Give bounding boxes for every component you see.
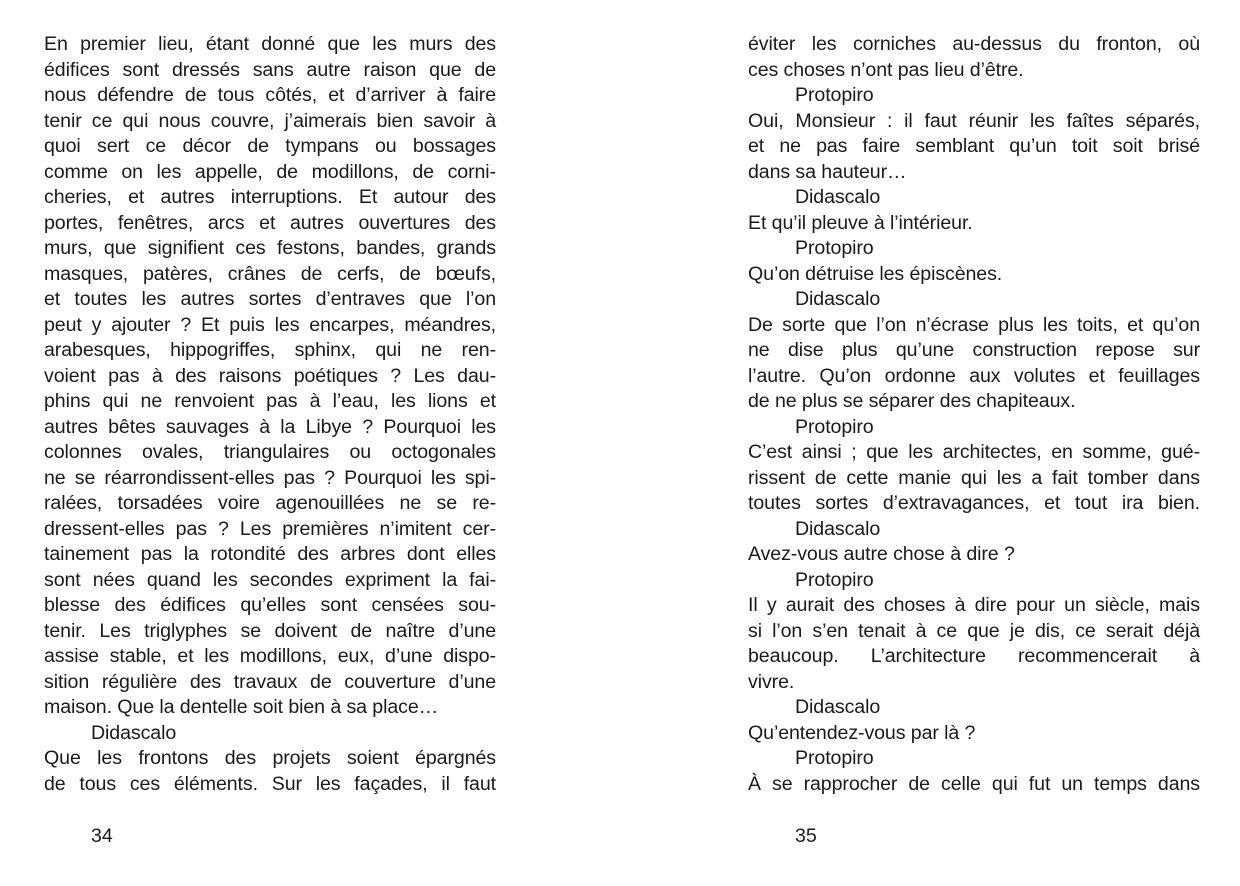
text-line: autres bêtes sauvages à la Libye ? Pourquoi les: [44, 415, 496, 438]
text-line: toutes sortes d’extravagances, et tout ira bien.: [748, 492, 1200, 514]
speaker-name: Protopiro: [795, 415, 874, 438]
text-line: sition régulière des travaux de couverture d’une: [44, 670, 496, 693]
speaker-name: Protopiro: [795, 568, 874, 591]
text-line: dans sa hauteur…: [748, 160, 907, 183]
text-line: À se rapprocher de celle qui fut un temps dans: [748, 772, 1200, 795]
text-line: cheries, et autres interruptions. Et autour des: [44, 186, 496, 208]
speaker-name: Didascalo: [795, 186, 881, 208]
speaker-name: Didascalo: [91, 721, 177, 744]
text-line: quoi sert ce décor de tympans ou bossages: [44, 135, 496, 157]
text-line: tenir ce qui nous couvre, j’aimerais bien savoir à: [44, 109, 496, 132]
text-line: phins qui ne renvoient pas à l’eau, les lions et: [44, 390, 496, 412]
text-line: En premier lieu, étant donné que les murs des: [44, 33, 496, 55]
right-page: [748, 32, 1200, 797]
text-line: Il y aurait des choses à dire pour un siècle, mais: [748, 594, 1200, 616]
text-line: tainement pas la rotondité des arbres dont elles: [44, 543, 496, 565]
text-line: Que les frontons des projets soient épargnés: [44, 747, 496, 769]
text-line: de tous ces éléments. Sur les façades, il faut: [44, 772, 496, 795]
text-line: blesse des édifices qu’elles sont censées sou-: [44, 594, 496, 616]
text-line: rissent de cette manie qui les a fait tomber dans: [748, 466, 1200, 489]
text-line: dressent-elles pas ? Les premières n’imitent cer-: [44, 517, 496, 540]
text-line: Oui, Monsieur : il faut réunir les faîtes séparés,: [748, 109, 1200, 132]
left-page: [44, 32, 496, 797]
speaker-name: Protopiro: [795, 237, 874, 259]
page-number-left: 34: [91, 825, 113, 847]
speaker-name: Didascalo: [795, 517, 881, 540]
text-line: si l’on s’en tenait à ce que je dis, ce serait déjà: [748, 619, 1200, 642]
text-line: peut y ajouter ? Et puis les encarpes, méandres,: [44, 313, 496, 336]
speaker-name: Didascalo: [795, 696, 881, 718]
text-line: C’est ainsi ; que les architectes, en somme, gué-: [748, 441, 1200, 463]
text-line: Qu’on détruise les épiscènes.: [748, 262, 1003, 285]
text-line: édifices sont dressés sans autre raison que de: [44, 58, 496, 81]
text-line: vivre.: [748, 670, 795, 693]
text-line: assise stable, et les modillons, eux, d’une dispo-: [44, 645, 496, 667]
text-line: De sorte que l’on n’écrase plus les toits, et qu’on: [748, 313, 1200, 336]
text-line: de ne plus se séparer des chapiteaux.: [748, 390, 1076, 412]
text-line: et toutes les autres sortes d’entraves que l’on: [44, 288, 496, 310]
text-line: tenir. Les triglyphes se doivent de naître d’une: [44, 619, 496, 642]
text-line: nous défendre de tous côtés, et d’arriver à faire: [44, 84, 496, 106]
text-line: comme on les appelle, de modillons, de corni-: [44, 160, 496, 183]
text-line: ces choses n’ont pas lieu d’être.: [748, 58, 1024, 81]
text-line: arabesques, hippogriffes, sphinx, qui ne ren-: [44, 339, 496, 361]
text-line: murs, que signifient ces festons, bandes, grands: [44, 237, 496, 259]
text-line: ne dise plus qu’une construction repose sur: [748, 339, 1200, 361]
text-line: et ne pas faire semblant qu’un toit soit brisé: [748, 135, 1200, 157]
text-line: colonnes ovales, triangulaires ou octogonales: [44, 441, 496, 463]
text-line: ralées, torsadées voire agenouillées ne se re-: [44, 492, 496, 514]
text-line: ne se réarrondissent-elles pas ? Pourquoi les spi-: [44, 466, 496, 489]
text-line: masques, patères, crânes de cerfs, de bœufs,: [44, 262, 496, 285]
text-line: éviter les corniches au-dessus du fronton, où: [748, 33, 1200, 55]
speaker-name: Protopiro: [795, 747, 874, 769]
speaker-name: Didascalo: [795, 288, 881, 310]
text-line: maison. Que la dentelle soit bien à sa place…: [44, 696, 439, 718]
text-line: voient pas à des raisons poétiques ? Les dau-: [44, 364, 496, 387]
text-line: Et qu’il pleuve à l’intérieur.: [748, 211, 973, 234]
text-line: portes, fenêtres, arcs et autres ouvertures des: [44, 211, 496, 234]
text-line: Avez-vous autre chose à dire ?: [748, 543, 1015, 565]
text-line: sont nées quand les secondes expriment la fai-: [44, 568, 496, 591]
text-line: beaucoup. L’architecture recommencerait à: [748, 645, 1200, 667]
text-line: Qu’entendez-vous par là ?: [748, 721, 976, 744]
page-number-right: 35: [795, 825, 817, 847]
speaker-name: Protopiro: [795, 84, 874, 106]
text-line: l’autre. Qu’on ordonne aux volutes et feuillages: [748, 364, 1200, 387]
